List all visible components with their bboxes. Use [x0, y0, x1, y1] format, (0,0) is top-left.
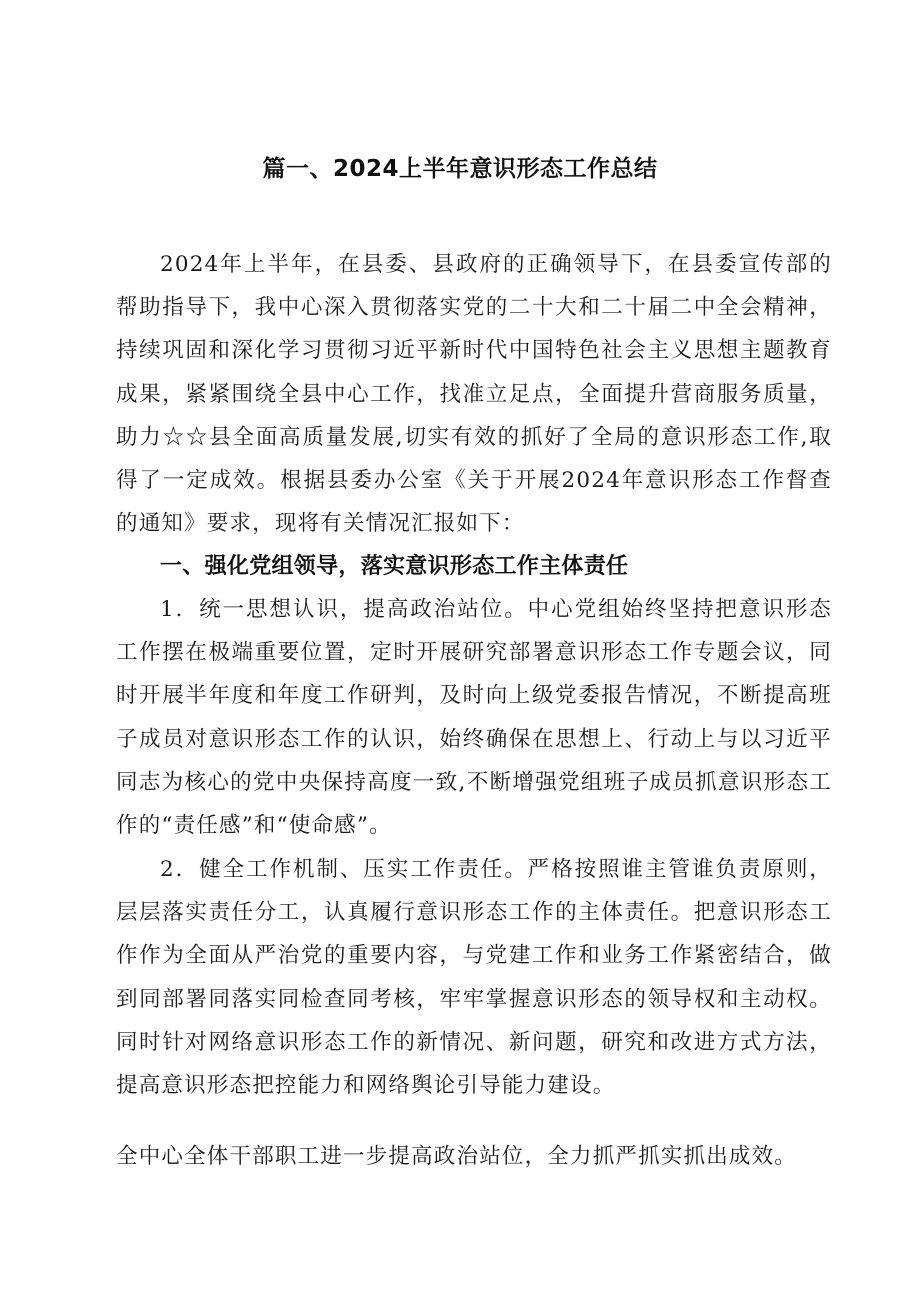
section-heading: 一、强化党组领导，落实意识形态工作主体责任 — [160, 554, 629, 579]
item-1-paragraph: 1．统一思想认识，提高政治站位。中心党组始终坚持把意识形态工作摆在极端重要位置，定时开展研究部署意识形态工作专题会议，同时开展半年度和年度工作研判，及时向上级党委报告情况，不断提高班子成员对意识形态工作的认识，始终确保在思想上、行动上与以习近平同志为核心的党中央保持高度一致,不断增强党组班子成员抓意识形态工作的“责任感”和“使命感”。 — [116, 597, 832, 839]
closing-paragraph: 全中心全体干部职工进一步提高政治站位，全力抓严抓实抓出成效。 — [116, 1144, 798, 1169]
document-title: 篇一、2024上半年意识形态工作总结 — [262, 156, 658, 182]
intro-paragraph: 2024年上半年，在县委、县政府的正确领导下，在县委宣传部的帮助指导下，我中心深入贯彻落实党的二十大和二十届二中全会精神，持续巩固和深化学习贯彻习近平新时代中国特色社会主义思想主题教育成果，紧紧围绕全县中心工作，找准立足点，全面提升营商服务质量，助力☆☆县全面高质量发展,切实有效的抓好了全局的意识形态工作,取得了一定成效。根据县委办公室《关于开展2024年意识形态工作督查的通知》要求，现将有关情况汇报如下： — [116, 252, 832, 537]
item-2-paragraph: 2．健全工作机制、压实工作责任。严格按照谁主管谁负责原则，层层落实责任分工，认真履行意识形态工作的主体责任。把意识形态工作作为全面从严治党的重要内容，与党建工作和业务工作紧密结合，做到同部署同落实同检查同考核，牢牢掌握意识形态的领导权和主动权。同时针对网络意识形态工作的新情况、新问题，研究和改进方式方法，提高意识形态把控能力和网络舆论引导能力建设。 — [116, 857, 832, 1099]
